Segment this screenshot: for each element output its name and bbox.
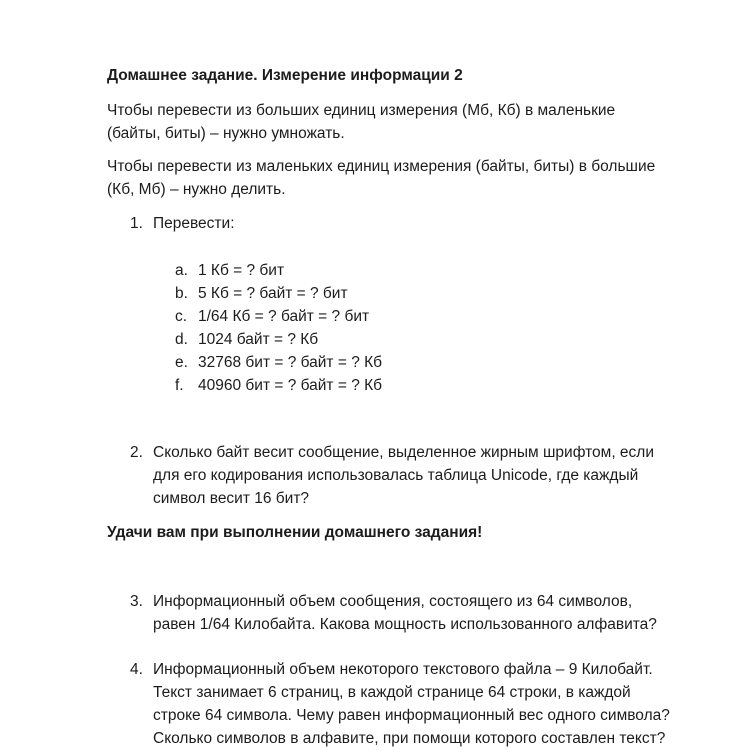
sub-item-text: 40960 бит = ? байт = ? Кб <box>198 377 383 394</box>
paragraph-line: (Кб, Мб) – нужно делить. <box>107 181 286 198</box>
question-line: Информационный объем сообщения, состоящего из 64 символов, <box>153 593 633 610</box>
question-2-number: 2. <box>130 444 143 461</box>
question-1-number: 1. <box>130 215 143 232</box>
paragraph-divide-rule <box>107 155 687 201</box>
question-1-text: Перевести: <box>153 215 235 232</box>
paragraph-multiply-rule <box>107 99 687 145</box>
question-line: Текст занимает 6 страниц, в каждой странице 64 строки, в каждой <box>153 684 631 701</box>
sub-item-letter: b. <box>175 285 188 302</box>
question-line: Сколько байт весит сообщение, выделенное жирным шрифтом, если <box>153 444 655 461</box>
sub-item-text: 1/64 Кб = ? байт = ? бит <box>198 308 370 325</box>
question-line: Информационный объем некоторого текстового файла – 9 Килобайт. <box>153 661 653 678</box>
sub-item-text: 1 Кб = ? бит <box>198 262 285 279</box>
sub-item-letter: c. <box>175 308 188 325</box>
question-line: строке 64 символа. Чему равен информационный вес одного символа? <box>153 707 670 724</box>
question-3-text <box>153 590 713 636</box>
question-4-text <box>153 658 713 750</box>
question-line: для его кодирования использовалась таблица Unicode, где каждый <box>153 467 639 484</box>
sub-item-text: 5 Кб = ? байт = ? бит <box>198 285 348 302</box>
sub-item-text: 1024 байт = ? Кб <box>198 331 319 348</box>
paragraph-line: (байты, биты) – нужно умножать. <box>107 125 345 142</box>
question-line: равен 1/64 Килобайта. Какова мощность использованного алфавита? <box>153 616 657 633</box>
sub-item-letter: e. <box>175 354 188 371</box>
question-2-text <box>153 441 713 510</box>
sub-item-letter: a. <box>175 262 188 279</box>
question-3-number: 3. <box>130 593 143 610</box>
question-line: Сколько символов в алфавите, при помощи которого составлен текст? <box>153 730 666 747</box>
sub-item-text: 32768 бит = ? байт = ? Кб <box>198 354 383 371</box>
bold-message: Удачи вам при выполнении домашнего задания! <box>107 524 483 541</box>
paragraph-line: Чтобы перевести из больших единиц измерения (Мб, Кб) в маленькие <box>107 102 616 119</box>
paragraph-line: Чтобы перевести из маленьких единиц измерения (байты, биты) в большие <box>107 158 656 175</box>
question-line: символ весит 16 бит? <box>153 490 310 507</box>
sub-item-letter: f. <box>175 377 184 394</box>
question-4-number: 4. <box>130 661 143 678</box>
document-title: Домашнее задание. Измерение информации 2 <box>107 67 463 84</box>
sub-item-letter: d. <box>175 331 188 348</box>
